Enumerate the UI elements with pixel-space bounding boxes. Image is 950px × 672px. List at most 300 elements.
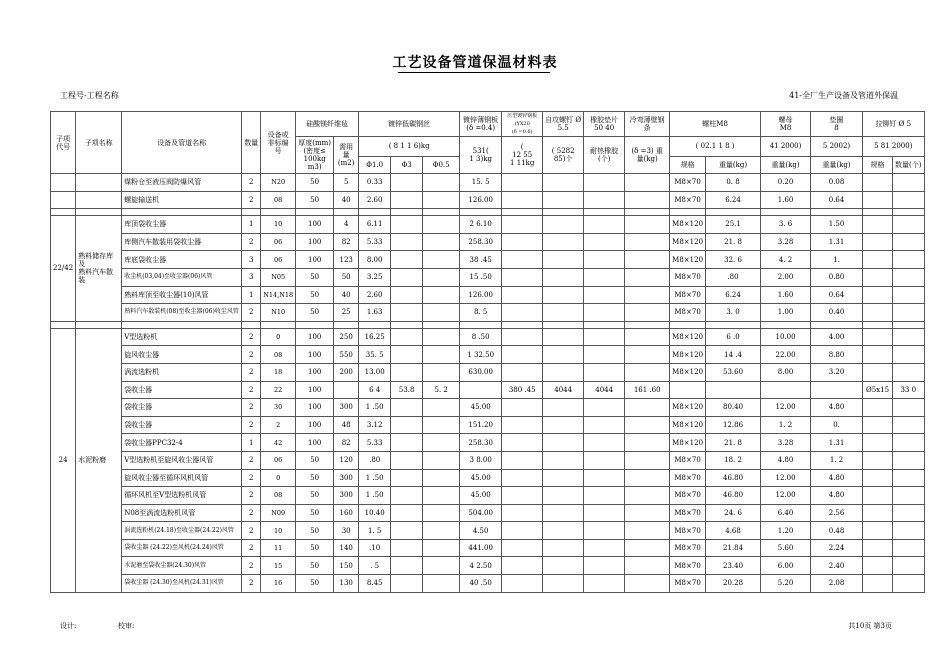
washer-spec: 5 2002) <box>811 137 863 157</box>
cell-p10: 1 .50 <box>359 399 391 417</box>
cell-th: 100 <box>296 233 334 251</box>
col-silicate: 硅酸镁纤维毡 <box>296 112 359 137</box>
cell-p05 <box>423 216 460 234</box>
cell-p3 <box>391 233 423 251</box>
cell-qty: 2 <box>242 504 261 522</box>
cell-wn: 2.00 <box>761 268 811 286</box>
table-row <box>51 174 925 192</box>
cell-qty: 2 <box>242 191 261 209</box>
cell-name: 袋收尘器PPC32-4 <box>122 434 242 452</box>
cell-p05 <box>423 416 460 434</box>
cell-spec2 <box>863 399 893 417</box>
cell-w: .80 <box>706 268 761 286</box>
cell-no: 06 <box>261 251 296 269</box>
cell-th: 100 <box>296 328 334 346</box>
bolt-spec: ( 02.1 1 8 ) <box>670 137 761 157</box>
cell-ww: 4.80 <box>811 399 863 417</box>
spacer-cell <box>242 209 261 216</box>
table-row <box>51 233 925 251</box>
cell-cold <box>625 251 670 269</box>
cell-name: 库底袋收尘器 <box>122 251 242 269</box>
cell-cold: 161 .60 <box>625 381 670 399</box>
cell-cold <box>625 346 670 364</box>
cell-p3 <box>391 346 423 364</box>
cell-ww: 2.24 <box>811 539 863 557</box>
cell-name: 循环风机至V型选粉机风管 <box>122 487 242 505</box>
cell-w: 14 .4 <box>706 346 761 364</box>
cell-count <box>893 504 924 522</box>
cell-screw <box>543 522 584 540</box>
table-row <box>51 399 925 417</box>
cell-wn: 3.28 <box>761 434 811 452</box>
spacer-cell <box>863 321 893 328</box>
cell-qty: 2 <box>242 363 261 381</box>
col-bolt: 螺柱M8 <box>670 112 761 137</box>
cell-no: 0 <box>261 469 296 487</box>
cell-no: 06 <box>261 233 296 251</box>
cell-sheet: 1 32.50 <box>460 346 502 364</box>
cell-spec: M8×70 <box>670 286 706 304</box>
spacer-cell <box>261 321 296 328</box>
cell-sheet: 126.00 <box>460 286 502 304</box>
cell-sheet: 4 2.50 <box>460 557 502 575</box>
col-rubber: 橡胶垫片 50 40 <box>584 112 625 137</box>
spacer-cell <box>334 209 359 216</box>
table-row <box>51 469 925 487</box>
cell-wn: 6.00 <box>761 557 811 575</box>
cell-amt: 300 <box>334 487 359 505</box>
cell-sheet: 45.00 <box>460 469 502 487</box>
cell-ph: 380 .45 <box>502 381 543 399</box>
cell-count <box>893 268 924 286</box>
table-row <box>51 216 925 234</box>
cell-amt: 150 <box>334 557 359 575</box>
col-washer-weight: 重量(kg) <box>811 156 863 173</box>
cell-th: 100 <box>296 416 334 434</box>
cell-qty: 2 <box>242 304 261 322</box>
page-number: 共10页 第3页 <box>848 622 892 630</box>
cell-ww: 3.20 <box>811 363 863 381</box>
cell-p10: 13.00 <box>359 363 391 381</box>
cell-p3 <box>391 487 423 505</box>
cell-no: 10 <box>261 216 296 234</box>
cell-spec: M8×120 <box>670 328 706 346</box>
cell-amt: 82 <box>334 233 359 251</box>
cell-count <box>893 434 924 452</box>
col-cold: 冷弯薄壁钢 条 <box>625 112 670 137</box>
project-label: 工程号-工程名称 <box>60 91 119 100</box>
cell-rubber <box>584 191 625 209</box>
cell-p05 <box>423 251 460 269</box>
cell-no: N05 <box>261 268 296 286</box>
cell-p3 <box>391 286 423 304</box>
cell-w: 21. 8 <box>706 233 761 251</box>
cell-spec2 <box>863 557 893 575</box>
cell-sheet: 258.30 <box>460 434 502 452</box>
cell-wn: 3. 6 <box>761 216 811 234</box>
cell-ww <box>811 381 863 399</box>
spacer-cell <box>242 321 261 328</box>
cell-p10: 1. 5 <box>359 522 391 540</box>
cell-name: 库侧汽车散装用袋收尘器 <box>122 233 242 251</box>
col-bolt-spec: 规格 <box>670 156 706 173</box>
cell-p05 <box>423 268 460 286</box>
cell-screw <box>543 487 584 505</box>
cell-th: 50 <box>296 304 334 322</box>
spacer-cell <box>423 209 460 216</box>
cell-spec2 <box>863 286 893 304</box>
cell-wn: 5.60 <box>761 539 811 557</box>
cell-cold <box>625 434 670 452</box>
cell-ww: 1. 2 <box>811 451 863 469</box>
spacer-cell <box>122 321 242 328</box>
cell-spec2 <box>863 416 893 434</box>
cell-spec: M8×120 <box>670 216 706 234</box>
cell-amt: 160 <box>334 504 359 522</box>
cell-ww: 4.80 <box>811 487 863 505</box>
cell-name: V型选粉机 <box>122 328 242 346</box>
cell-ww: 1. <box>811 251 863 269</box>
cell-wn: 1.60 <box>761 286 811 304</box>
cell-screw <box>543 363 584 381</box>
spacer-cell <box>261 209 296 216</box>
cell-spec2 <box>863 469 893 487</box>
cell-qty: 2 <box>242 539 261 557</box>
cell-spec: M8×70 <box>670 575 706 593</box>
cell-p10: 10.40 <box>359 504 391 522</box>
cell-name: 袋收尘器 <box>122 381 242 399</box>
cell-count <box>893 557 924 575</box>
cell-p3 <box>391 451 423 469</box>
cell-w: 4.68 <box>706 522 761 540</box>
cell-ph <box>502 251 543 269</box>
cell-qty: 2 <box>242 399 261 417</box>
cell-p10: 3.25 <box>359 268 391 286</box>
cell-spec2 <box>863 191 893 209</box>
cell-ww: 2.08 <box>811 575 863 593</box>
spacer-cell <box>670 321 706 328</box>
cell-p3 <box>391 399 423 417</box>
cell-wn: 1.60 <box>761 191 811 209</box>
cell-th: 50 <box>296 522 334 540</box>
cell-p3 <box>391 191 423 209</box>
cell-screw <box>543 504 584 522</box>
cell-screw <box>543 328 584 346</box>
cell-sheet: 151.20 <box>460 416 502 434</box>
cell-count <box>893 251 924 269</box>
cell-p10: 0.33 <box>359 174 391 192</box>
cell-count <box>893 539 924 557</box>
col-sub-code: 子项 代号 <box>51 112 76 174</box>
spacer-cell <box>423 321 460 328</box>
cell-spec2 <box>863 328 893 346</box>
cell-rubber <box>584 504 625 522</box>
sub-code-cell: 22/42 <box>51 216 76 322</box>
cell-sheet: 258.30 <box>460 233 502 251</box>
cell-amt: 4 <box>334 216 359 234</box>
cell-count <box>893 233 924 251</box>
cell-ph <box>502 557 543 575</box>
cell-ph <box>502 174 543 192</box>
cell-no: 08 <box>261 487 296 505</box>
cell-sheet: 8 .50 <box>460 328 502 346</box>
cell-sheet <box>460 381 502 399</box>
cell-qty: 1 <box>242 434 261 452</box>
cell-spec: M8×70 <box>670 522 706 540</box>
cell-screw <box>543 191 584 209</box>
cell-cold <box>625 451 670 469</box>
table-row <box>51 346 925 364</box>
cell-name: 袋收尘器 <box>122 399 242 417</box>
cell-name: 袋收尘器 (24.30)至风机(24.31)风管 <box>122 575 242 593</box>
cell-rubber <box>584 216 625 234</box>
cell-p10: 5.33 <box>359 233 391 251</box>
cell-screw <box>543 575 584 593</box>
cell-screw <box>543 539 584 557</box>
cell-amt: 300 <box>334 469 359 487</box>
cell-spec: M8×120 <box>670 416 706 434</box>
cell-name: 涡流选粉机 <box>122 363 242 381</box>
cell-rubber <box>584 286 625 304</box>
cell-p3 <box>391 504 423 522</box>
cell-p10: 2.60 <box>359 191 391 209</box>
cell-p05 <box>423 304 460 322</box>
cell-w: 12.86 <box>706 416 761 434</box>
spacer-cell <box>296 209 334 216</box>
spacer-cell <box>359 321 391 328</box>
spacer-cell <box>502 209 543 216</box>
cell-p05 <box>423 174 460 192</box>
cell-name: 袋收尘器 (24.22)至风机(24.24)风管 <box>122 539 242 557</box>
cell-w: 0. 8 <box>706 174 761 192</box>
cell-p3 <box>391 304 423 322</box>
cell-qty: 2 <box>242 469 261 487</box>
cell-spec: M8×70 <box>670 191 706 209</box>
cell-cold <box>625 174 670 192</box>
cell-spec: M8×70 <box>670 451 706 469</box>
cell-ww: 1.50 <box>811 216 863 234</box>
spacer-cell <box>51 209 76 216</box>
spacer-cell <box>502 321 543 328</box>
cell-p05 <box>423 434 460 452</box>
cell-p10: .10 <box>359 539 391 557</box>
spacer-cell <box>761 321 811 328</box>
cell-screw <box>543 233 584 251</box>
cell-p3 <box>391 575 423 593</box>
cell-cold <box>625 286 670 304</box>
cell-amt: 200 <box>334 363 359 381</box>
cell-ph <box>502 539 543 557</box>
cell-wn: 1. 2 <box>761 416 811 434</box>
cell-p10: .80 <box>359 451 391 469</box>
cell-no: 10 <box>261 522 296 540</box>
sub-name-cell: 熟料储存库及 熟料汽车散装 <box>76 216 122 322</box>
cell-sheet: 504.00 <box>460 504 502 522</box>
cell-spec: M8×70 <box>670 469 706 487</box>
spacer-cell <box>543 209 584 216</box>
cell-ph <box>502 399 543 417</box>
cell-screw <box>543 557 584 575</box>
cell-no: 06 <box>261 451 296 469</box>
cell-name: 旋风收尘器至循环风机风管 <box>122 469 242 487</box>
cell-spec2 <box>863 504 893 522</box>
cell-spec: M8×70 <box>670 557 706 575</box>
col-phi3: Φ3 <box>391 156 423 173</box>
cell-p05 <box>423 451 460 469</box>
cell-wn: 22.00 <box>761 346 811 364</box>
cell-name: 收尘机(03,04)至收尘器(06)风管 <box>122 268 242 286</box>
cell-p10: 3.12 <box>359 416 391 434</box>
cell-amt <box>334 381 359 399</box>
cell-w: 25.1 <box>706 216 761 234</box>
cell-rubber <box>584 487 625 505</box>
cell-th: 50 <box>296 286 334 304</box>
cell-p05 <box>423 539 460 557</box>
table-row <box>51 434 925 452</box>
cell-p10: 6.11 <box>359 216 391 234</box>
cell-count <box>893 304 924 322</box>
cell-rubber <box>584 416 625 434</box>
spacer-cell <box>51 321 76 328</box>
cell-spec: M8×70 <box>670 504 706 522</box>
spacer-cell <box>122 209 242 216</box>
cell-screw <box>543 304 584 322</box>
cell-w: 20.28 <box>706 575 761 593</box>
cell-p05 <box>423 346 460 364</box>
spacer-cell <box>811 321 863 328</box>
cell-wn: 6.40 <box>761 504 811 522</box>
cell-amt: 130 <box>334 575 359 593</box>
table-row <box>51 191 925 209</box>
cell-ww: 1.31 <box>811 434 863 452</box>
cell-ph <box>502 363 543 381</box>
spacer-cell <box>76 321 122 328</box>
sub-code-cell <box>51 191 76 209</box>
cell-wn: 4. 2 <box>761 251 811 269</box>
cell-rubber <box>584 268 625 286</box>
cell-p3 <box>391 216 423 234</box>
cell-p3 <box>391 557 423 575</box>
cell-no: 08 <box>261 346 296 364</box>
spacer-cell <box>893 209 924 216</box>
cell-p10: 6 4 <box>359 381 391 399</box>
cell-qty: 2 <box>242 451 261 469</box>
cell-qty: 2 <box>242 522 261 540</box>
sheet-spec: 531( 1 3)kg <box>460 137 502 174</box>
cell-p05 <box>423 557 460 575</box>
cell-amt: 5 <box>334 174 359 192</box>
cell-th: 50 <box>296 469 334 487</box>
cell-amt: 40 <box>334 286 359 304</box>
cell-qty: 2 <box>242 416 261 434</box>
cell-th: 100 <box>296 399 334 417</box>
cell-p05 <box>423 191 460 209</box>
cell-screw <box>543 469 584 487</box>
cell-spec: M8×120 <box>670 363 706 381</box>
cell-spec2 <box>863 575 893 593</box>
cell-count <box>893 174 924 192</box>
spacer-cell <box>625 321 670 328</box>
spacer-cell <box>706 209 761 216</box>
cell-count <box>893 575 924 593</box>
cell-qty: 3 <box>242 251 261 269</box>
cell-no: 16 <box>261 575 296 593</box>
cell-amt: 48 <box>334 416 359 434</box>
cell-spec: M8×120 <box>670 233 706 251</box>
cell-no: 22 <box>261 381 296 399</box>
cell-qty: 2 <box>242 557 261 575</box>
cell-cold <box>625 363 670 381</box>
cell-p10: 8.00 <box>359 251 391 269</box>
cell-no: 42 <box>261 434 296 452</box>
cell-no: 18 <box>261 363 296 381</box>
cell-name: N08至涡流选粉机风管 <box>122 504 242 522</box>
cell-screw <box>543 434 584 452</box>
cell-w: 32. 6 <box>706 251 761 269</box>
col-equip-name: 设备及管道名称 <box>122 112 242 174</box>
cell-p10: 8.45 <box>359 575 391 593</box>
spacer-row <box>51 321 925 328</box>
sub-name-cell: 水泥粉磨 <box>76 328 122 592</box>
cell-w: 24. 6 <box>706 504 761 522</box>
cell-sheet: 8. 5 <box>460 304 502 322</box>
cell-sheet: 630.00 <box>460 363 502 381</box>
cell-spec2 <box>863 233 893 251</box>
cell-sheet: 15 .50 <box>460 268 502 286</box>
materials-table <box>50 111 925 593</box>
cell-rubber <box>584 251 625 269</box>
cell-p3: 53.8 <box>391 381 423 399</box>
table-row <box>51 286 925 304</box>
cell-wn: 12.00 <box>761 487 811 505</box>
spacer-cell <box>391 321 423 328</box>
col-profiled: 压型镀锌钢板(YX20 (δ =0.6) <box>502 112 543 137</box>
cell-p3 <box>391 434 423 452</box>
cell-ph <box>502 286 543 304</box>
cell-sheet: 45.00 <box>460 487 502 505</box>
cell-p10: 1 .50 <box>359 469 391 487</box>
cell-no: N20 <box>261 174 296 192</box>
cell-wn: 1.00 <box>761 304 811 322</box>
cell-p3 <box>391 522 423 540</box>
cell-spec: M8×120 <box>670 399 706 417</box>
reviewer-label: 校审: <box>118 622 135 630</box>
cell-ph <box>502 216 543 234</box>
col-nail-spec: 规格 <box>863 156 893 173</box>
cell-qty: 1 <box>242 286 261 304</box>
cell-name: 水泥磨至袋收尘器(24.30)风管 <box>122 557 242 575</box>
cell-screw <box>543 399 584 417</box>
col-qty: 数量 <box>242 112 261 174</box>
table-row <box>51 381 925 399</box>
cell-screw <box>543 268 584 286</box>
cell-rubber <box>584 469 625 487</box>
cell-w: 21.84 <box>706 539 761 557</box>
table-row <box>51 539 925 557</box>
cell-ww: 4.80 <box>811 469 863 487</box>
cell-ph <box>502 346 543 364</box>
cell-p3 <box>391 469 423 487</box>
spacer-cell <box>359 209 391 216</box>
cell-spec2 <box>863 522 893 540</box>
cell-no: N09 <box>261 504 296 522</box>
cell-cold <box>625 539 670 557</box>
cell-w: 3. 0 <box>706 304 761 322</box>
col-sheet: 镀锌薄钢板 (δ =0.4) <box>460 112 502 137</box>
cell-w: 80.40 <box>706 399 761 417</box>
cell-spec: M8×120 <box>670 251 706 269</box>
cell-cold <box>625 216 670 234</box>
